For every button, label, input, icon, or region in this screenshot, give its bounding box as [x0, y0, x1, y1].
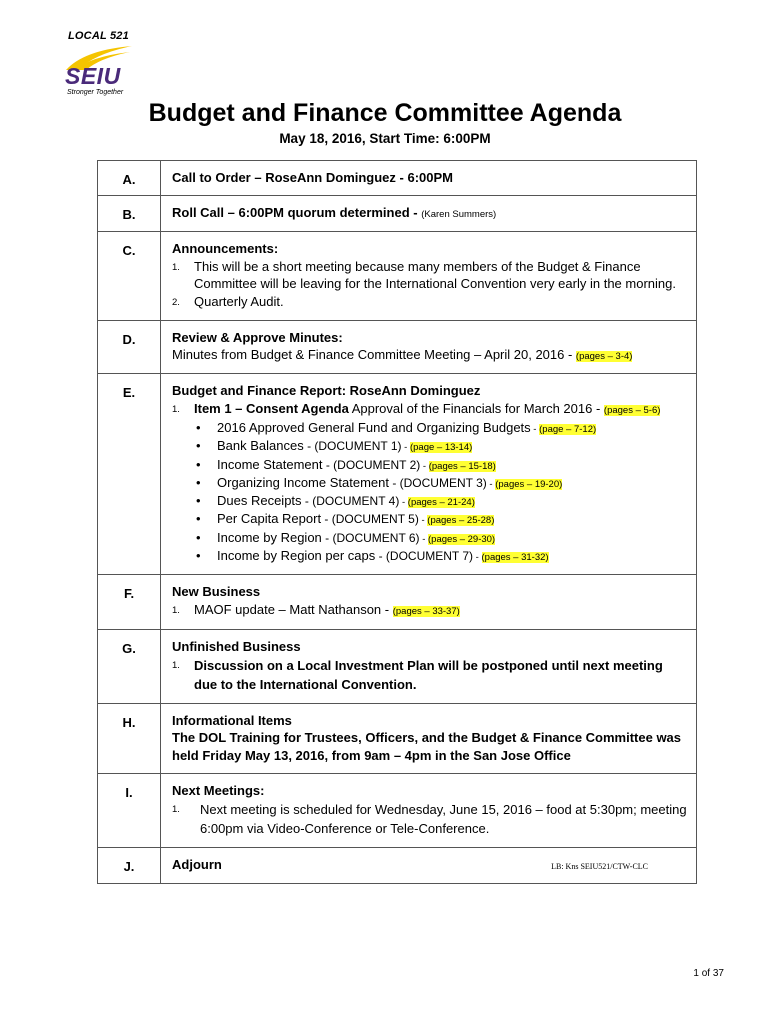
bullet-label: Income by Region per caps — [217, 548, 376, 564]
bullet-doc: - (DOCUMENT 4) — [301, 494, 400, 509]
bullet-icon: • — [196, 529, 201, 545]
bullet-item — [172, 420, 688, 438]
section-letter: E. — [98, 374, 161, 575]
section-h-content — [161, 704, 697, 774]
page-reference: (page – 13-14) — [409, 442, 473, 454]
bullet-text: Per Capita Report - (DOCUMENT 5) - (pages – 25-28) — [217, 511, 495, 527]
bullet-item — [172, 493, 688, 511]
bullet-icon: • — [196, 474, 201, 490]
bullet-item — [172, 511, 688, 529]
bullet-text: Income Statement - (DOCUMENT 2) - (pages – 15-18) — [217, 456, 496, 472]
list-item — [172, 800, 688, 838]
section-b-content — [161, 196, 697, 232]
section-f-content — [161, 575, 697, 630]
bullet-text: 2016 Approved General Fund and Organizing Budgets - (page – 7-12) — [217, 420, 597, 435]
bullet-text: Organizing Income Statement - (DOCUMENT 3) - (pages – 19-20) — [217, 474, 563, 490]
list-number: 1. — [172, 804, 180, 816]
page-reference: (pages – 25-28) — [427, 515, 495, 527]
bullet-icon: • — [196, 511, 201, 527]
agenda-table — [97, 160, 697, 884]
section-f-heading: New Business — [172, 584, 261, 600]
list-text: Discussion on a Local Investment Plan will be postponed until next meeting due to the International Convention. — [194, 658, 663, 693]
list-text — [194, 601, 688, 620]
page-reference: (pages – 3-4) — [575, 351, 633, 362]
agenda-row-f — [98, 575, 697, 630]
page-number: 1 of 37 — [693, 968, 724, 979]
section-g-content — [161, 630, 697, 704]
item-description: Approval of the Financials for March 2016 - — [348, 401, 604, 416]
bullet-text: Bank Balances - (DOCUMENT 1) - (page – 13-14) — [217, 438, 473, 454]
list-item — [172, 400, 688, 419]
list-text: Next meeting is scheduled for Wednesday, June 15, 2016 – food at 5:30pm; meeting 6:00pm via Video-Conference or Tele-Conference. — [200, 802, 687, 837]
bullet-doc: - (DOCUMENT 7) — [375, 549, 474, 564]
section-j-heading: Adjourn — [172, 857, 222, 873]
section-c-heading: Announcements: — [172, 241, 279, 256]
section-d-content — [161, 321, 697, 374]
item-title: Item 1 – Consent Agenda — [194, 401, 349, 416]
list-item — [172, 656, 688, 694]
section-e-content — [161, 374, 697, 575]
section-i-heading: Next Meetings: — [172, 783, 265, 799]
list-text — [194, 400, 688, 419]
bullet-text: Income by Region - (DOCUMENT 6) - (pages – 29-30) — [217, 529, 496, 545]
page-reference: (pages – 33-37) — [392, 606, 460, 618]
bullet-text: Dues Receipts - (DOCUMENT 4) - (pages – 21-24) — [217, 493, 475, 509]
bullet-doc: - (DOCUMENT 6) — [321, 530, 420, 545]
list-item — [172, 601, 688, 620]
bullet-label: Income Statement — [217, 456, 323, 472]
bullet-label: Dues Receipts — [217, 493, 302, 509]
agenda-row-g — [98, 630, 697, 704]
list-number: 1. — [172, 262, 180, 273]
section-letter: G. — [98, 630, 161, 704]
agenda-row-d — [98, 321, 697, 374]
bullet-doc: - (DOCUMENT 3) — [388, 475, 487, 490]
list-text: Quarterly Audit. — [194, 294, 284, 309]
agenda-row-j — [98, 848, 697, 884]
logo-local-text: LOCAL 521 — [68, 30, 129, 42]
bullet-label: Income by Region — [217, 529, 322, 545]
list-number: 1. — [172, 404, 180, 415]
page-reference: (pages – 15-18) — [428, 460, 496, 472]
bullet-item — [172, 475, 688, 493]
logo-seiu-text: SEIU — [65, 63, 121, 89]
section-h-heading: Informational Items — [172, 713, 292, 729]
section-g-heading: Unfinished Business — [172, 639, 301, 655]
bullet-label: Organizing Income Statement — [217, 474, 389, 490]
list-text: This will be a short meeting because many members of the Budget & Finance Committee will be leaving for the International Convention very early in the morning. — [194, 259, 676, 291]
bullet-doc: - (DOCUMENT 2) — [322, 457, 421, 472]
section-letter: D. — [98, 321, 161, 374]
section-c-content — [161, 232, 697, 321]
page-reference: (page – 7-12) — [539, 424, 597, 435]
bullet-icon: • — [196, 456, 201, 472]
page-reference: (pages – 19-20) — [495, 478, 563, 490]
agenda-row-b — [98, 196, 697, 232]
section-letter: A. — [98, 161, 161, 196]
bullet-icon: • — [196, 493, 201, 509]
bullet-doc: - (DOCUMENT 5) — [321, 512, 419, 527]
agenda-row-c — [98, 232, 697, 321]
bullet-item — [172, 548, 688, 566]
seiu-logo — [64, 30, 144, 98]
list-number: 2. — [172, 297, 180, 308]
section-a-text: Call to Order – RoseAnn Dominguez - 6:00PM — [161, 161, 697, 196]
bullet-icon: • — [196, 548, 201, 564]
bullet-icon: • — [196, 438, 201, 454]
page-reference: (pages – 29-30) — [428, 533, 496, 545]
page-subtitle: May 18, 2016, Start Time: 6:00PM — [279, 131, 491, 146]
section-letter: C. — [98, 232, 161, 321]
section-d-text: Minutes from Budget & Finance Committee Meeting – April 20, 2016 - — [172, 347, 576, 362]
page-title: Budget and Finance Committee Agenda — [148, 99, 622, 127]
agenda-row-h — [98, 704, 697, 774]
document-initials: LB: Kns SEIU521/CTW-CLC — [551, 862, 648, 872]
bullet-label: 2016 Approved General Fund and Organizing Budgets — [217, 420, 531, 435]
section-letter: J. — [98, 848, 161, 884]
bullet-label: Per Capita Report — [217, 511, 322, 527]
page-reference: (pages – 31-32) — [481, 552, 549, 564]
section-e-heading: Budget and Finance Report: RoseAnn Dominguez — [172, 383, 481, 398]
item-description: MAOF update – Matt Nathanson - — [194, 602, 393, 618]
list-number: 1. — [172, 605, 180, 617]
bullet-item — [172, 457, 688, 475]
section-letter: H. — [98, 704, 161, 774]
agenda-row-e — [98, 374, 697, 575]
agenda-row-a — [98, 161, 697, 196]
section-i-content — [161, 774, 697, 848]
section-h-text: The DOL Training for Trustees, Officers, and the Budget & Finance Committee was held Friday May 13, 2016, from 9am – 4pm in the San Jose Office — [172, 730, 682, 764]
bullet-item — [172, 530, 688, 548]
page-reference: (pages – 21-24) — [407, 497, 475, 509]
bullet-text: Income by Region per caps - (DOCUMENT 7) - (pages – 31-32) — [217, 548, 549, 564]
bullet-label: Bank Balances — [217, 438, 304, 454]
section-b-text: Roll Call – 6:00PM quorum determined - — [172, 205, 422, 220]
section-letter: I. — [98, 774, 161, 848]
logo-tagline: Stronger Together — [67, 89, 124, 96]
section-b-note: (Karen Summers) — [421, 209, 497, 220]
list-item — [172, 293, 688, 311]
bullet-item — [172, 438, 688, 456]
section-letter: B. — [98, 196, 161, 232]
list-item — [172, 258, 688, 292]
section-letter: F. — [98, 575, 161, 630]
section-d-heading: Review & Approve Minutes: — [172, 330, 343, 345]
agenda-row-i — [98, 774, 697, 848]
section-d-line — [172, 346, 688, 365]
list-number: 1. — [172, 660, 180, 672]
page-reference: (pages – 5-6) — [603, 405, 661, 416]
bullet-doc: - (DOCUMENT 1) — [303, 439, 402, 454]
section-j-content — [161, 848, 697, 884]
bullet-icon: • — [196, 420, 201, 435]
